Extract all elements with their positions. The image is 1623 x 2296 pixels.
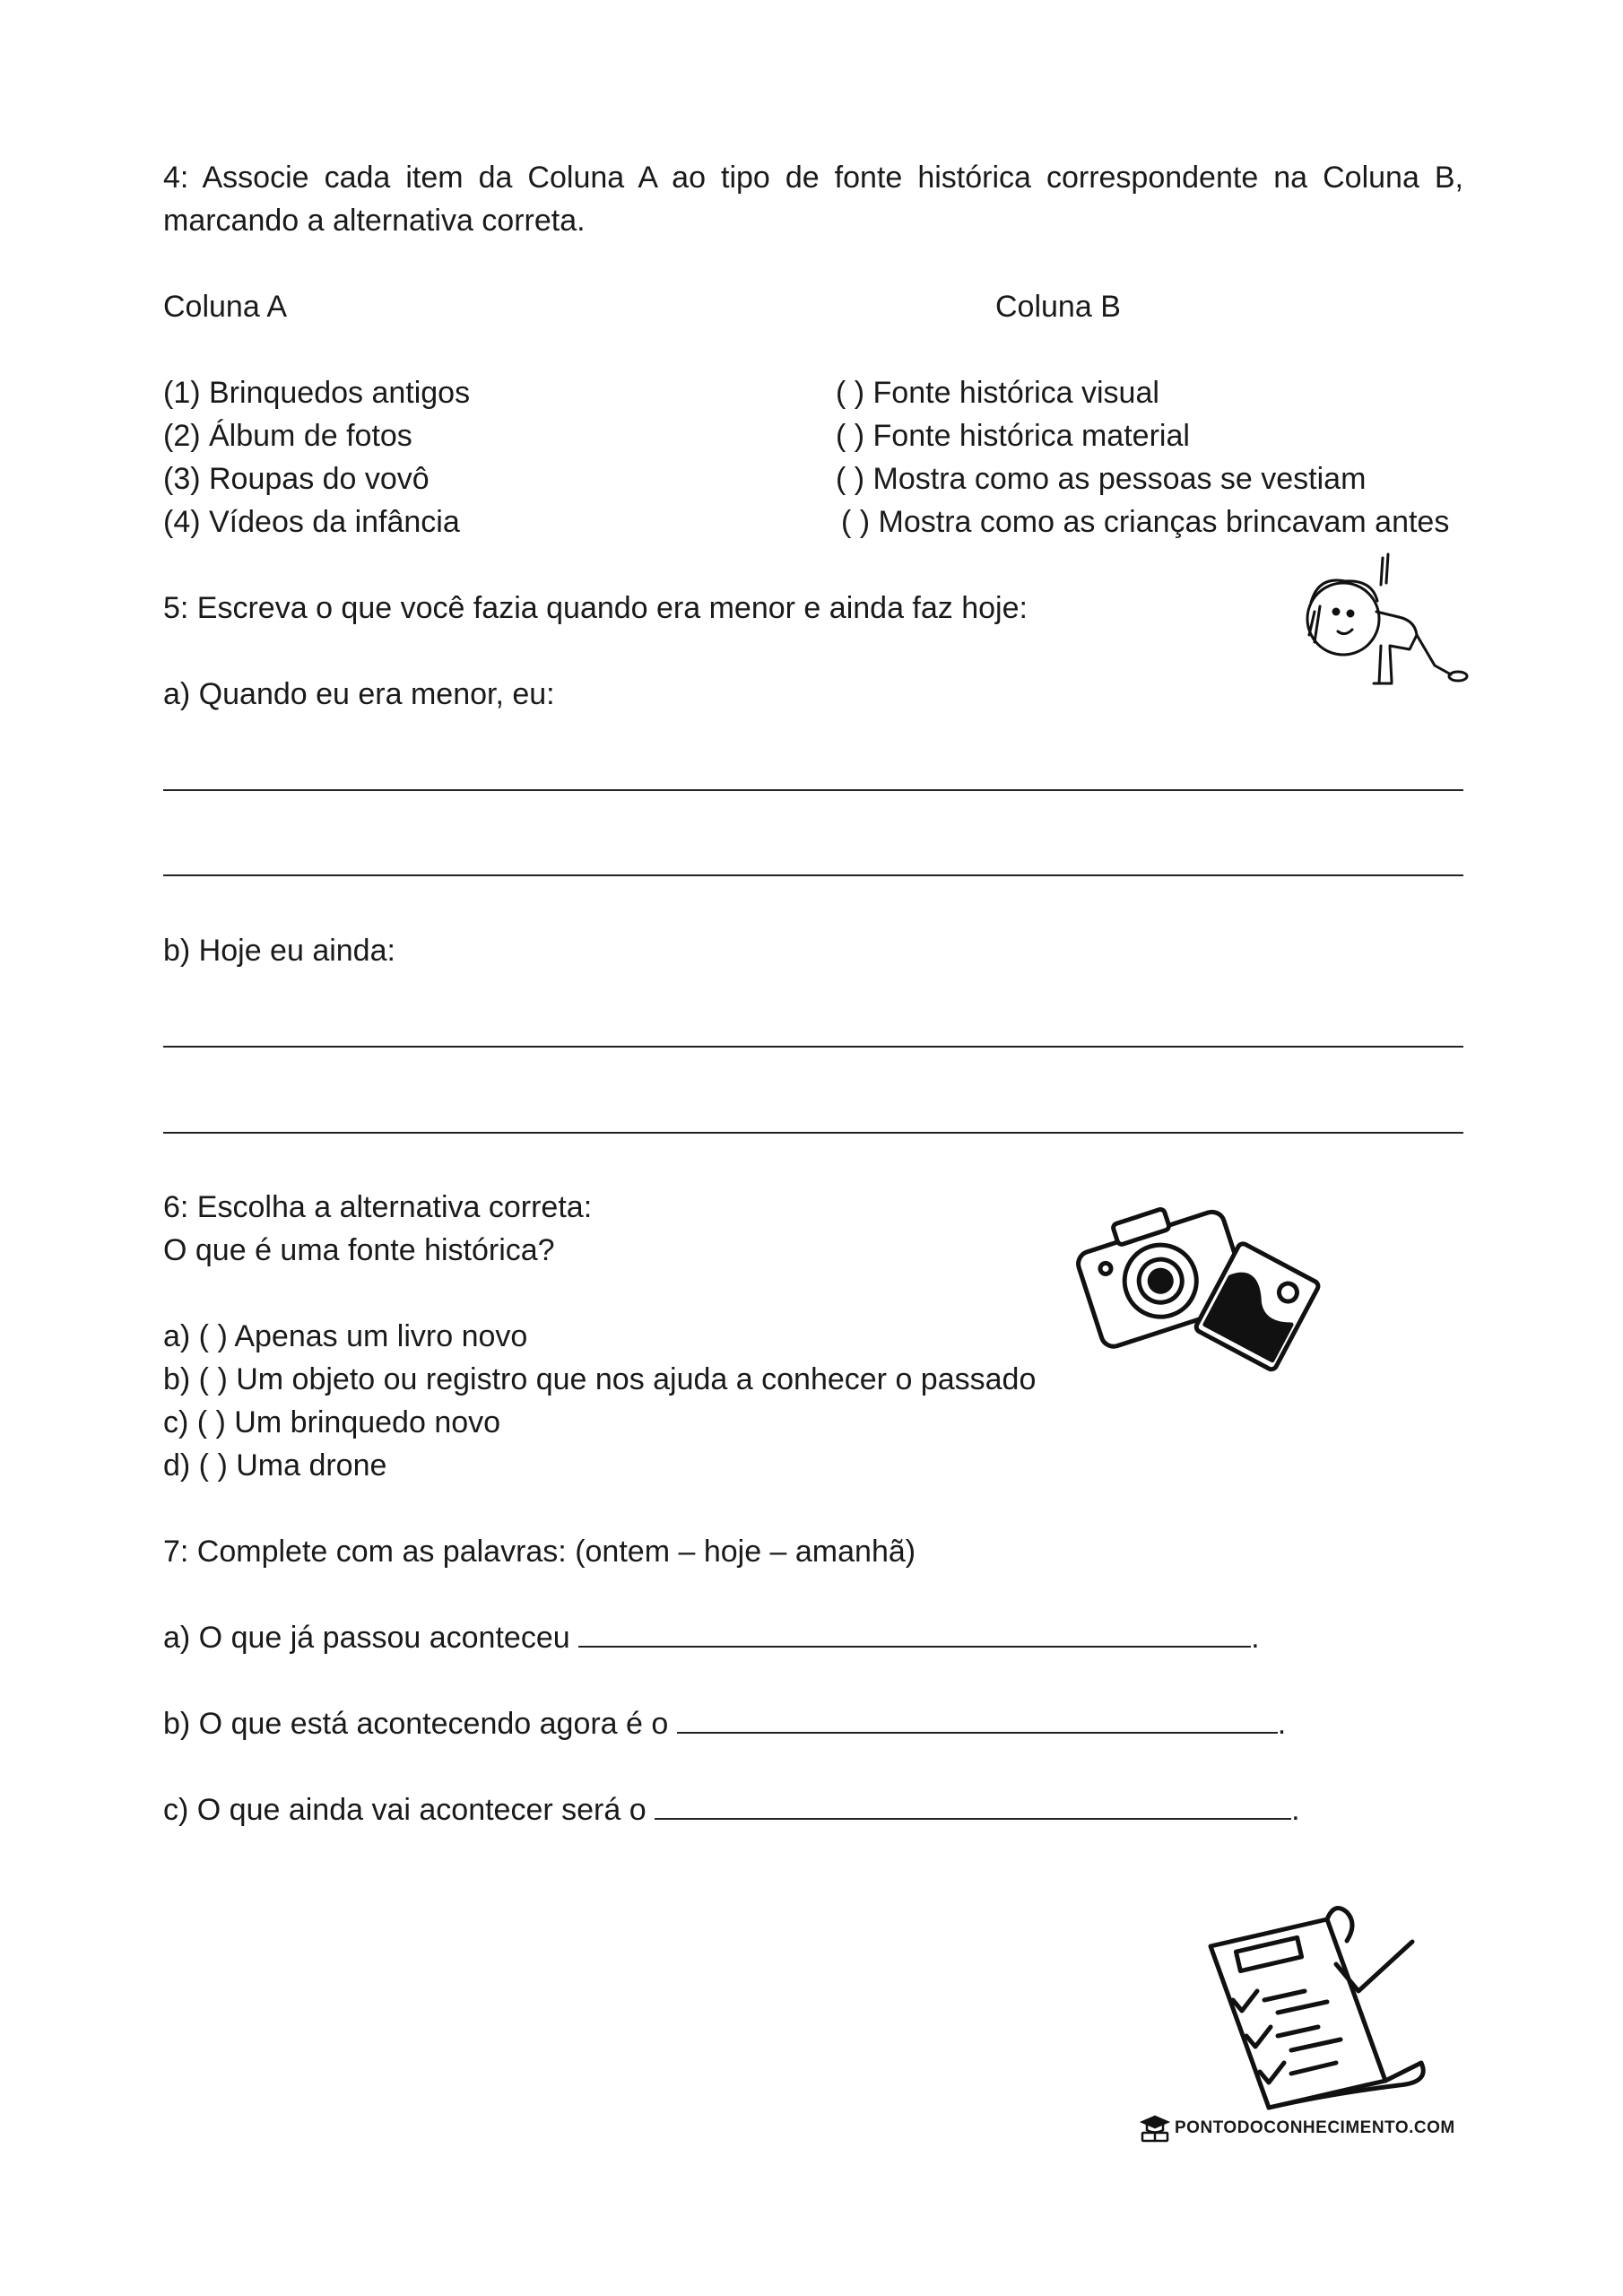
col-b-item-3: ( ) Mostra como as pessoas se vestiam <box>836 462 1367 496</box>
q7-b-row <box>163 1702 1286 1745</box>
answer-line[interactable] <box>163 1046 1463 1048</box>
q6-option-b[interactable]: b) ( ) Um objeto ou registro que nos ajuda a conhecer o passado <box>163 1362 1037 1396</box>
q5-prompt: 5: Escreva o que você fazia quando era menor e ainda faz hoje: <box>163 591 1028 625</box>
q6-option-a[interactable]: a) ( ) Apenas um livro novo <box>163 1319 528 1353</box>
school-logo-icon <box>1139 2113 1171 2144</box>
q7-prompt: 7: Complete com as palavras: (ontem – hoje – amanhã) <box>163 1535 916 1569</box>
site-url[interactable]: PONTODOCONHECIMENTO.COM <box>1175 2118 1455 2137</box>
col-a-item-3: (3) Roupas do vovô <box>163 462 430 496</box>
q6-option-d[interactable]: d) ( ) Uma drone <box>163 1448 387 1483</box>
col-b-item-4: ( ) Mostra como as crianças brincavam antes <box>841 505 1450 539</box>
fill-blank[interactable] <box>677 1705 1278 1734</box>
q7-c: c) O que ainda vai acontecer será o <box>163 1793 647 1827</box>
answer-line[interactable] <box>163 874 1463 876</box>
q6-option-c[interactable]: c) ( ) Um brinquedo novo <box>163 1405 501 1439</box>
q7-b: b) O que está acontecendo agora é o <box>163 1707 669 1741</box>
col-b-item-1: ( ) Fonte histórica visual <box>836 376 1159 410</box>
q5-b: b) Hoje eu ainda: <box>163 934 395 968</box>
q7-a-row <box>163 1616 1260 1659</box>
q6-question: O que é uma fonte histórica? <box>163 1233 555 1267</box>
col-a-item-1: (1) Brinquedos antigos <box>163 376 471 410</box>
fill-blank[interactable] <box>655 1791 1291 1820</box>
col-a-header: Coluna A <box>163 290 287 324</box>
col-b-header: Coluna B <box>995 290 1121 324</box>
col-b-item-2: ( ) Fonte histórica material <box>836 419 1190 453</box>
q5-a: a) Quando eu era menor, eu: <box>163 677 555 711</box>
answer-line[interactable] <box>163 789 1463 791</box>
col-a-item-2: (2) Álbum de fotos <box>163 419 412 453</box>
period: . <box>1291 1793 1300 1827</box>
fill-blank[interactable] <box>578 1619 1251 1648</box>
q7-a: a) O que já passou aconteceu <box>163 1621 570 1655</box>
q6-prompt: 6: Escolha a alternativa correta: <box>163 1190 593 1224</box>
q4-prompt: 4: Associe cada item da Coluna A ao tipo de fonte histórica correspondente na Coluna B, marcando a alternativa correta. <box>163 161 1463 238</box>
checklist-clipboard-icon <box>1193 1901 1453 2117</box>
kid-doodle-icon <box>1291 549 1471 701</box>
camera-photo-icon <box>1058 1184 1327 1372</box>
q7-c-row <box>163 1788 1300 1831</box>
period: . <box>1251 1621 1260 1655</box>
col-a-item-4: (4) Vídeos da infância <box>163 505 460 539</box>
period: . <box>1277 1707 1287 1741</box>
answer-line[interactable] <box>163 1132 1463 1134</box>
